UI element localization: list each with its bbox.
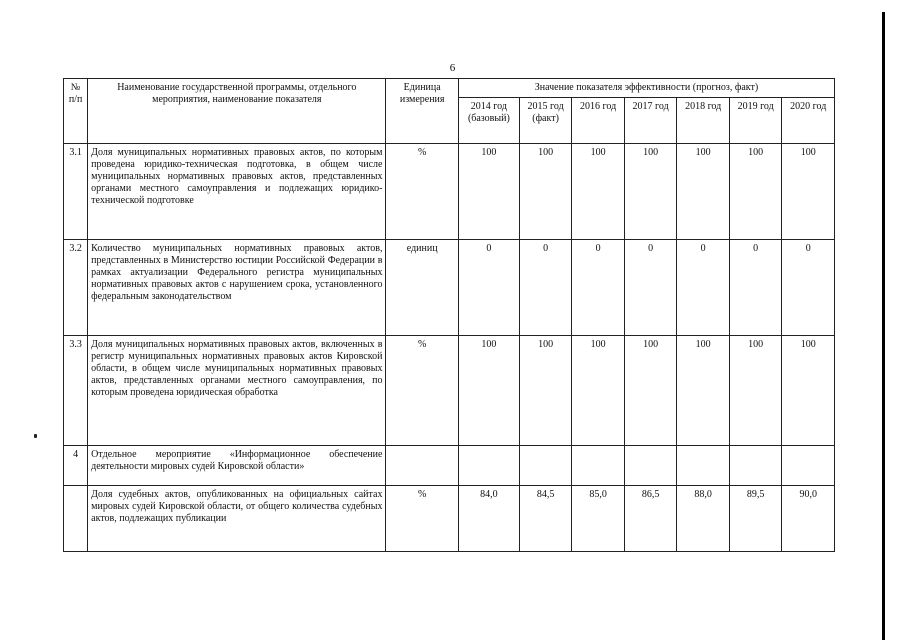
row-value [624, 446, 677, 486]
row-value: 0 [458, 240, 519, 336]
table-row [64, 336, 835, 446]
row-value: 0 [624, 240, 677, 336]
row-value [729, 446, 782, 486]
row-value: 90,0 [782, 486, 835, 552]
row-value [782, 446, 835, 486]
header-year: 2018 год [677, 98, 730, 144]
row-unit: % [386, 144, 458, 240]
header-row-top [64, 79, 835, 98]
header-year: 2017 год [624, 98, 677, 144]
row-value: 100 [729, 144, 782, 240]
header-year: 2014 год (базовый) [458, 98, 519, 144]
row-value: 100 [572, 144, 625, 240]
row-value: 89,5 [729, 486, 782, 552]
row-unit: % [386, 336, 458, 446]
row-value: 86,5 [624, 486, 677, 552]
row-num: 4 [64, 446, 88, 486]
header-year: 2016 год [572, 98, 625, 144]
row-name: Доля муниципальных нормативных правовых актов, по которым проведена юридико-техническая подготовка, в общем числе муниципальных нормативных правовых актов, представленных органами местного самоуправления и подлежащих юридико-технической подготовке [88, 144, 386, 240]
row-value: 100 [782, 336, 835, 446]
row-value: 100 [782, 144, 835, 240]
table-row [64, 446, 835, 486]
row-value: 0 [519, 240, 572, 336]
row-value: 100 [572, 336, 625, 446]
row-value [572, 446, 625, 486]
row-name: Доля судебных актов, опубликованных на официальных сайтах мировых судей Кировской области, от общего количества судебных актов, подлежащих публикации [88, 486, 386, 552]
row-num: 3.2 [64, 240, 88, 336]
row-name: Количество муниципальных нормативных правовых актов, представленных в Министерство юстиции Российской Федерации в рамках актуализации Федерального регистра муниципальных нормативных правовых актов с нарушением срока, установленного федеральным законодательством [88, 240, 386, 336]
header-unit: Единица измерения [386, 79, 458, 144]
row-value: 0 [729, 240, 782, 336]
table-row [64, 144, 835, 240]
row-unit: % [386, 486, 458, 552]
header-year: 2020 год [782, 98, 835, 144]
row-value: 84,5 [519, 486, 572, 552]
row-value: 0 [572, 240, 625, 336]
header-num: № п/п [64, 79, 88, 144]
row-value [677, 446, 730, 486]
row-num [64, 486, 88, 552]
table-row [64, 240, 835, 336]
row-value: 100 [519, 144, 572, 240]
page-number: 6 [449, 62, 456, 74]
row-value [519, 446, 572, 486]
row-value: 100 [677, 336, 730, 446]
row-value: 100 [458, 336, 519, 446]
row-value [458, 446, 519, 486]
row-value: 100 [729, 336, 782, 446]
row-value: 0 [782, 240, 835, 336]
row-value: 84,0 [458, 486, 519, 552]
row-name: Отдельное мероприятие «Информационное обеспечение деятельности мировых судей Кировской области» [88, 446, 386, 486]
row-value: 0 [677, 240, 730, 336]
row-value: 100 [624, 144, 677, 240]
header-values-group: Значение показателя эффективности (прогноз, факт) [458, 79, 834, 98]
row-value: 88,0 [677, 486, 730, 552]
header-name: Наименование государственной программы, отдельного мероприятия, наименование показателя [88, 79, 386, 144]
scan-edge-bar [882, 12, 885, 640]
row-num: 3.1 [64, 144, 88, 240]
row-name: Доля муниципальных нормативных правовых актов, включенных в регистр муниципальных нормативных правовых актов Кировской области, в общем числе муниципальных нормативных правовых актов, представленных органами местного самоуправления, по которым проведена юридическая обработка [88, 336, 386, 446]
header-year: 2015 год (факт) [519, 98, 572, 144]
row-value: 100 [458, 144, 519, 240]
row-value: 85,0 [572, 486, 625, 552]
table-row [64, 486, 835, 552]
row-num: 3.3 [64, 336, 88, 446]
row-unit: единиц [386, 240, 458, 336]
row-value: 100 [519, 336, 572, 446]
scan-speck [34, 434, 37, 438]
row-value: 100 [677, 144, 730, 240]
indicators-table [63, 78, 835, 552]
header-year: 2019 год [729, 98, 782, 144]
row-value: 100 [624, 336, 677, 446]
row-unit [386, 446, 458, 486]
